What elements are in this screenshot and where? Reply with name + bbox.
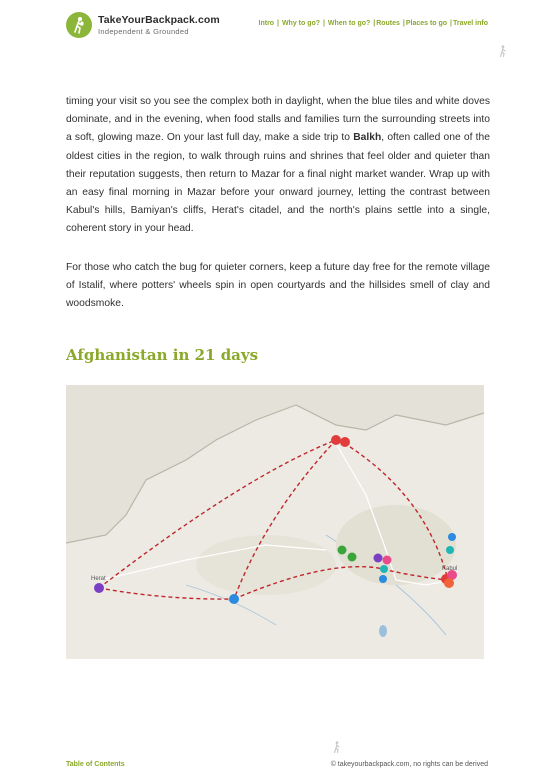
brand-name: TakeYourBackpack.com <box>98 14 220 26</box>
top-navigation: Intro | Why to go? | When to go? | Routes | Places to go | Travel info <box>258 20 488 27</box>
brand-tagline: Independent & Grounded <box>98 26 189 36</box>
nav-why-to-go[interactable]: Why to go? <box>281 20 321 27</box>
nav-when-to-go[interactable]: When to go? <box>327 20 371 27</box>
marker-blue-1 <box>379 575 387 583</box>
map-mountains-2 <box>196 535 336 595</box>
nav-intro[interactable]: Intro <box>258 20 275 27</box>
map-label-kabul: Kabul <box>442 566 458 572</box>
paragraph-1-text-b: , often called one of the oldest cities in the region, to walk through ruins and shrines that feel older and quieter than their reputation suggests, then return to Mazar for a final night market wander. Wrap up with an easy final morning in Mazar before your onward journey, letting the contrast between Kabul's hills, Bamiyan's cliffs, Herat's citadel, and the north's plains settle into a single, coherent story in your head. <box>66 132 490 235</box>
map-mountains-1 <box>336 505 456 585</box>
paragraph-1-text-a: timing your visit so you see the complex both in daylight, when the blue tiles and white doves dominate, and in the evening, when food stalls and families turn the surrounding streets into a soft, glowing maze. On your last full day, make a side trip to <box>66 96 490 144</box>
page-header <box>0 0 550 50</box>
hiker-footer-icon <box>332 740 342 758</box>
marker-pink-bamiyan <box>383 556 392 565</box>
route-map[interactable] <box>66 385 484 659</box>
map-label-herat: Herat <box>91 576 106 582</box>
nav-routes[interactable]: Routes <box>376 20 400 27</box>
marker-blue-north-kabul <box>448 533 456 541</box>
nav-travel-info[interactable]: Travel info <box>452 20 488 27</box>
hiker-icon <box>498 44 508 62</box>
body-paragraph-2: For those who catch the bug for quieter corners, keep a future day free for the remote village of Istalif, where potters' wheels spin in open courtyards and the hillsides smell of clay and woodsmoke. <box>66 262 490 310</box>
map-lake <box>379 625 387 637</box>
route-herat-bamiyan <box>99 588 234 599</box>
marker-kabul-3 <box>444 578 454 588</box>
body-paragraph-1 <box>66 93 490 239</box>
copyright-text: © takeyourbackpack.com, no rights can be derived <box>330 761 488 768</box>
marker-mazar-2 <box>340 437 350 447</box>
marker-bamiyan-route <box>229 594 239 604</box>
table-of-contents-link[interactable]: Table of Contents <box>66 761 125 768</box>
marker-green-2 <box>348 553 357 562</box>
site-logo[interactable] <box>66 12 220 38</box>
page-footer <box>0 740 550 778</box>
section-title: Afghanistan in 21 days <box>66 346 259 364</box>
balkh-bold-text: Balkh <box>353 132 382 144</box>
nav-places-to-go[interactable]: Places to go <box>405 20 448 27</box>
marker-mazar-1 <box>331 435 341 445</box>
marker-green-1 <box>338 546 347 555</box>
marker-herat <box>94 583 104 593</box>
marker-teal-kabul <box>446 546 454 554</box>
marker-teal-1 <box>380 565 388 573</box>
marker-purple-bamiyan <box>374 554 383 563</box>
hiker-logo-icon <box>66 12 92 38</box>
